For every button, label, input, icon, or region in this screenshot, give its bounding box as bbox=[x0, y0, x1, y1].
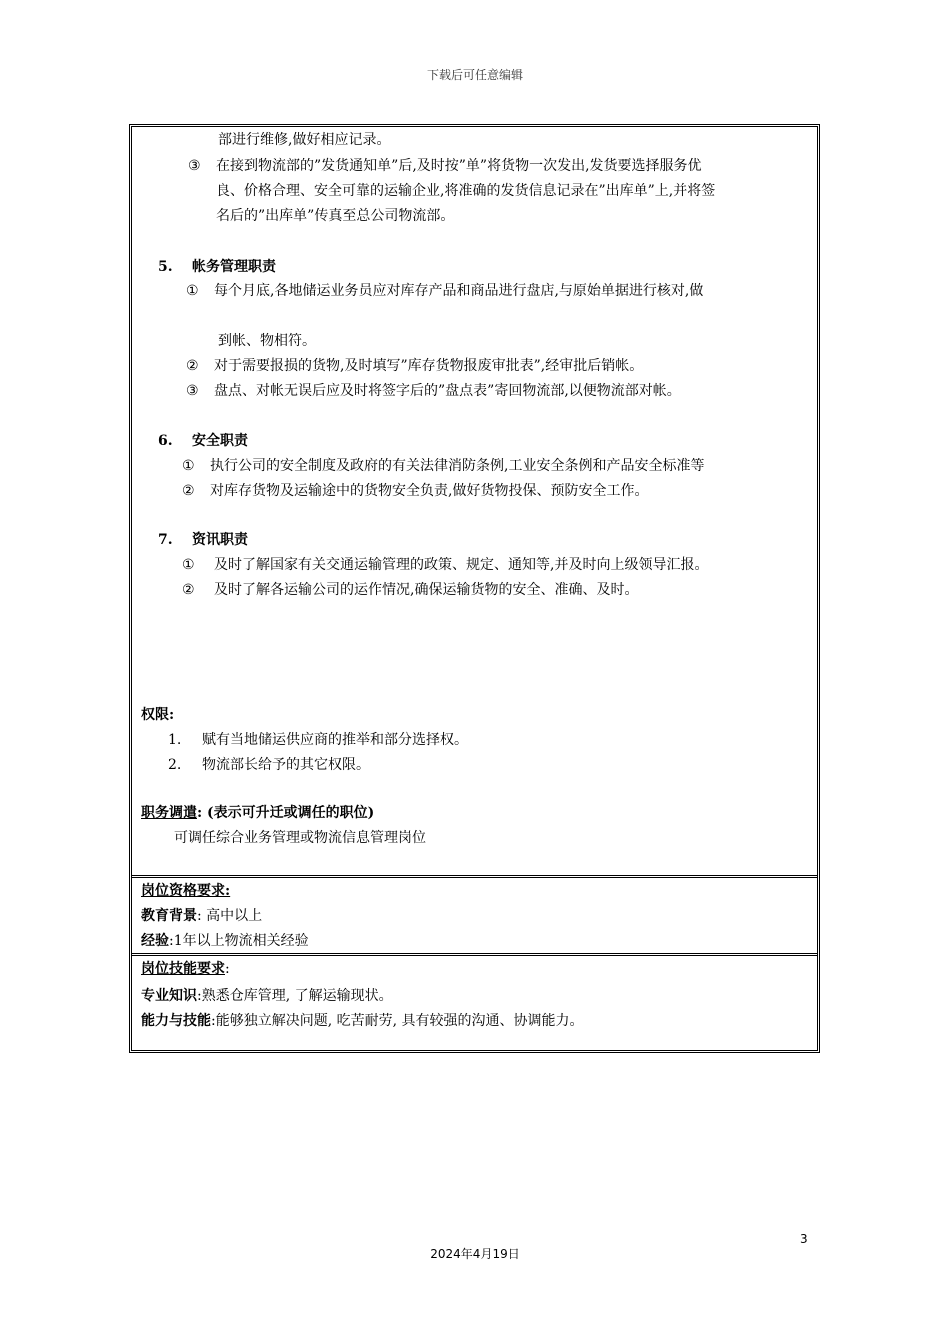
item-marker: ③ bbox=[188, 158, 201, 174]
item-marker: ① bbox=[182, 458, 195, 474]
education-value: : 高中以上 bbox=[197, 908, 263, 924]
ability-row bbox=[141, 1011, 584, 1031]
info-item-2: ② 及时了解各运输公司的运作情况,确保运输货物的安全、准确、及时。 bbox=[182, 582, 639, 598]
duty-item-3-line-1: 在接到物流部的”发货通知单”后,及时按”单”将货物一次发出,发货要选择服务优 bbox=[216, 158, 702, 174]
footer-date: 2024年4月19日 bbox=[430, 1247, 520, 1261]
authority-item-2: 2. 物流部长给予的其它权限。 bbox=[168, 757, 370, 773]
page-number: 3 bbox=[800, 1232, 808, 1246]
education-label: 教育背景 bbox=[141, 908, 197, 924]
authority-title: 权限: bbox=[141, 707, 175, 723]
header-note: 下载后可任意编辑 bbox=[426, 68, 523, 82]
job-description-table bbox=[129, 124, 820, 1053]
account-item-2: ② 对于需要报损的货物,及时填写”库存货物报废审批表”,经审批后销帐。 bbox=[186, 358, 644, 374]
qualification-section bbox=[132, 875, 817, 956]
skills-heading: 岗位技能要求: bbox=[141, 961, 230, 977]
authority-item-1: 1. 赋有当地储运供应商的推举和部分选择权。 bbox=[168, 732, 468, 748]
education-row bbox=[141, 906, 262, 926]
duty-item-3 bbox=[188, 156, 702, 176]
knowledge-row bbox=[141, 986, 393, 1006]
transfer-subtitle: : (表示可升迁或调任的职位) bbox=[197, 805, 375, 821]
transfer-title: 职务调遣 bbox=[141, 805, 197, 821]
duties-section bbox=[132, 127, 817, 875]
transfer-text: 可调任综合业务管理或物流信息管理岗位 bbox=[174, 830, 426, 846]
item-marker: ② bbox=[186, 358, 199, 374]
experience-row bbox=[141, 931, 309, 951]
knowledge-value: :熟悉仓库管理, 了解运输现状。 bbox=[197, 988, 393, 1004]
safety-item-2: ② 对库存货物及运输途中的货物安全负责,做好货物投保、预防安全工作。 bbox=[182, 483, 649, 499]
safety-duty-title: 安全职责 bbox=[192, 433, 248, 449]
info-duty-title: 资讯职责 bbox=[192, 532, 248, 548]
skills-section bbox=[132, 953, 817, 1053]
info-duty-heading: 7. 资讯职责 bbox=[158, 532, 248, 548]
duty-item-3-line-2: 良、价格合理、安全可靠的运输企业,将准确的发货信息记录在”出库单”上,并将签 bbox=[216, 183, 716, 199]
ability-label: 能力与技能 bbox=[141, 1013, 211, 1029]
qualification-title: 岗位资格要求: bbox=[141, 883, 231, 899]
account-duty-title: 帐务管理职责 bbox=[192, 259, 276, 275]
item-marker: ② bbox=[182, 582, 195, 598]
skills-title: 岗位技能要求 bbox=[141, 961, 225, 977]
safety-item-1: ① 执行公司的安全制度及政府的有关法律消防条例,工业安全条例和产品安全标准等 bbox=[182, 458, 705, 474]
safety-duty-heading: 6. 安全职责 bbox=[158, 433, 248, 449]
account-item-1: ① 每个月底,各地储运业务员应对库存产品和商品进行盘店,与原始单据进行核对,做 bbox=[186, 283, 704, 299]
item-marker: ③ bbox=[186, 383, 199, 399]
knowledge-label: 专业知识 bbox=[141, 988, 197, 1004]
duty-item-3-line-3: 名后的”出库单”传真至总公司物流部。 bbox=[216, 208, 455, 224]
item-marker: ① bbox=[182, 557, 195, 573]
transfer-heading bbox=[141, 803, 374, 823]
info-item-1: ① 及时了解国家有关交通运输管理的政策、规定、通知等,并及时向上级领导汇报。 bbox=[182, 557, 709, 573]
account-item-3: ③ 盘点、对帐无误后应及时将签字后的”盘点表”寄回物流部,以便物流部对帐。 bbox=[186, 383, 681, 399]
experience-label: 经验 bbox=[141, 933, 169, 949]
duty-continued-line: 部进行维修,做好相应记录。 bbox=[218, 132, 391, 148]
ability-value: :能够独立解决问题, 吃苦耐劳, 具有较强的沟通、协调能力。 bbox=[211, 1013, 584, 1029]
experience-value: :1年以上物流相关经验 bbox=[169, 933, 309, 949]
item-marker: ② bbox=[182, 483, 195, 499]
account-item-1-cont: 到帐、物相符。 bbox=[218, 333, 316, 349]
item-marker: ① bbox=[186, 283, 199, 299]
account-duty-heading: 5. 帐务管理职责 bbox=[158, 259, 276, 275]
